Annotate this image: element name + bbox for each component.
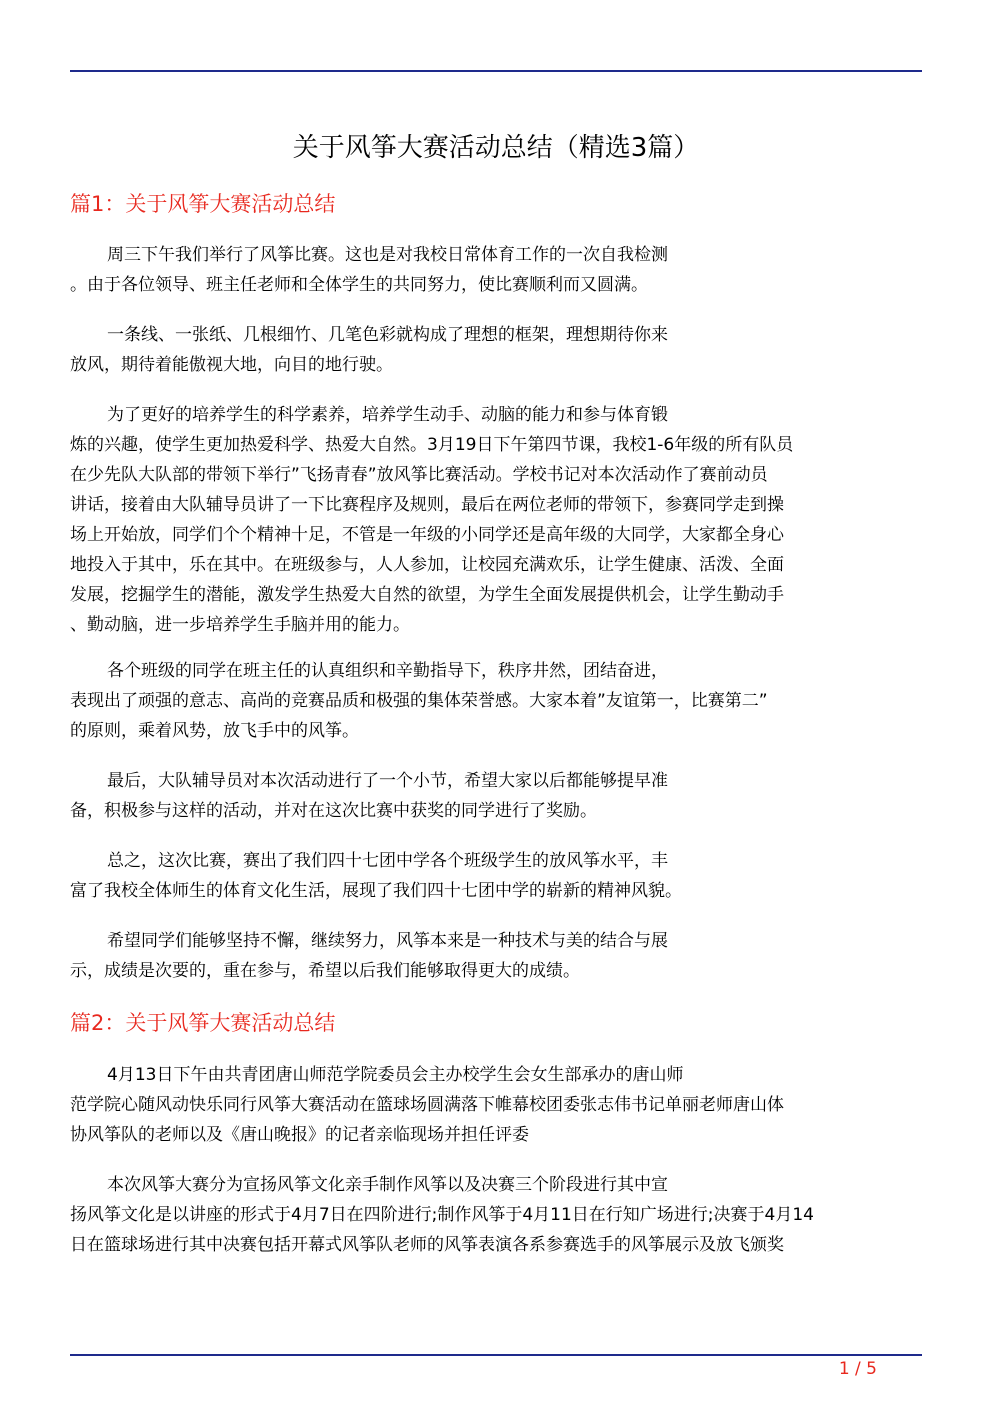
paragraph-line: 在少先队大队部的带领下举行”飞扬青春”放风筝比赛活动。学校书记对本次活动作了赛前动员: [70, 465, 768, 485]
paragraph-line: 为了更好的培养学生的科学素养，培养学生动手、动脑的能力和参与体育锻: [107, 405, 668, 425]
paragraph-line: 示，成绩是次要的，重在参与，希望以后我们能够取得更大的成绩。: [70, 961, 580, 981]
footer-rule: [70, 1354, 922, 1356]
paragraph-line: 希望同学们能够坚持不懈，继续努力，风筝本来是一种技术与美的结合与展: [107, 931, 668, 951]
paragraph-line: 、勤动脑，进一步培养学生手脑并用的能力。: [70, 615, 410, 635]
paragraph: [70, 656, 922, 746]
paragraph-line: 备，积极参与这样的活动，并对在这次比赛中获奖的同学进行了奖励。: [70, 801, 597, 821]
paragraph-line: 。由于各位领导、班主任老师和全体学生的共同努力，使比赛顺利而又圆满。: [70, 275, 648, 295]
page-number: 1 / 5: [838, 1359, 877, 1379]
paragraph: [70, 1060, 922, 1150]
paragraph-line: 放风，期待着能傲视大地，向目的地行驶。: [70, 355, 393, 375]
paragraph-line: 地投入于其中，乐在其中。在班级参与，人人参加，让校园充满欢乐，让学生健康、活泼、全面: [70, 555, 784, 575]
paragraph-line: 各个班级的同学在班主任的认真组织和辛勤指导下，秩序井然，团结奋进，: [107, 661, 668, 681]
paragraph: [70, 766, 922, 826]
paragraph-line: 场上开始放，同学们个个精神十足，不管是一年级的小同学还是高年级的大同学，大家都全身心: [70, 525, 784, 545]
paragraph-line: 炼的兴趣，使学生更加热爱科学、热爱大自然。3月19日下午第四节课，我校1-6年级的所有队员: [70, 435, 794, 455]
paragraph-line: 本次风筝大赛分为宣扬风筝文化亲手制作风筝以及决赛三个阶段进行其中宣: [107, 1175, 668, 1195]
section-heading-2: 篇2：关于风筝大赛活动总结: [70, 1011, 336, 1035]
paragraph: [70, 1170, 922, 1260]
paragraph-line: 范学院心随风动快乐同行风筝大赛活动在篮球场圆满落下帷幕校团委张志伟书记单丽老师唐山体: [70, 1095, 784, 1115]
paragraph: [70, 926, 922, 986]
paragraph-line: 周三下午我们举行了风筝比赛。这也是对我校日常体育工作的一次自我检测: [107, 245, 668, 265]
document-title: 关于风筝大赛活动总结（精选3篇）: [292, 133, 700, 163]
section-heading-1: 篇1：关于风筝大赛活动总结: [70, 192, 336, 216]
paragraph-line: 发展，挖掘学生的潜能，激发学生热爱大自然的欲望，为学生全面发展提供机会，让学生勤动手: [70, 585, 784, 605]
paragraph: [70, 320, 922, 380]
paragraph-line: 表现出了顽强的意志、高尚的竞赛品质和极强的集体荣誉感。大家本着”友谊第一，比赛第二”: [70, 691, 768, 711]
paragraph-line: 日在篮球场进行其中决赛包括开幕式风筝队老师的风筝表演各系参赛选手的风筝展示及放飞颁奖: [70, 1235, 784, 1255]
paragraph-line: 讲话，接着由大队辅导员讲了一下比赛程序及规则，最后在两位老师的带领下，参赛同学走到操: [70, 495, 784, 515]
paragraph-line: 4月13日下午由共青团唐山师范学院委员会主办校学生会女生部承办的唐山师: [107, 1065, 684, 1085]
paragraph-line: 协风筝队的老师以及《唐山晚报》的记者亲临现场并担任评委: [70, 1125, 529, 1145]
paragraph-line: 最后，大队辅导员对本次活动进行了一个小节，希望大家以后都能够提早准: [107, 771, 668, 791]
paragraph-line: 一条线、一张纸、几根细竹、几笔色彩就构成了理想的框架，理想期待你来: [107, 325, 668, 345]
paragraph-line: 总之，这次比赛，赛出了我们四十七团中学各个班级学生的放风筝水平，丰: [107, 851, 668, 871]
paragraph: [70, 400, 922, 640]
paragraph: [70, 846, 922, 906]
header-rule: [70, 70, 922, 72]
paragraph: [70, 240, 922, 300]
paragraph-line: 扬风筝文化是以讲座的形式于4月7日在四阶进行;制作风筝于4月11日在行知广场进行;决赛于4月14: [70, 1205, 814, 1225]
paragraph-line: 的原则，乘着风势，放飞手中的风筝。: [70, 721, 359, 741]
paragraph-line: 富了我校全体师生的体育文化生活，展现了我们四十七团中学的崭新的精神风貌。: [70, 881, 682, 901]
